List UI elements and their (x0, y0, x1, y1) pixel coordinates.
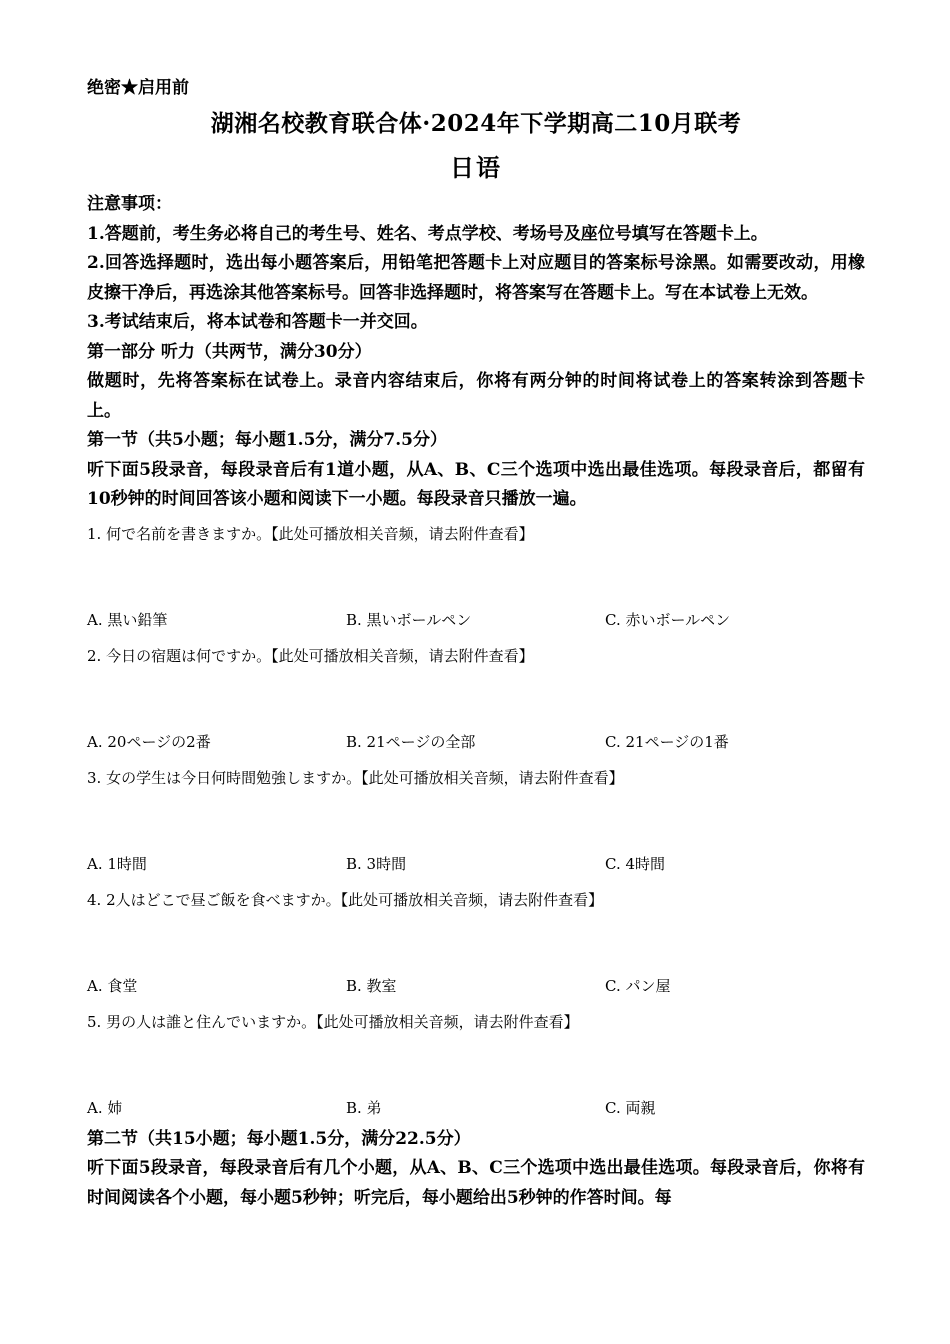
option-c: C. 両親 (605, 1098, 656, 1117)
question-3 (87, 765, 865, 877)
question-1 (87, 521, 865, 633)
notice-item-2: 2.回答选择题时，选出每小题答案后，用铅笔把答题卡上对应题目的答案标号涂黑。如需要改动，用橡皮擦干净后，再选涂其他答案标号。回答非选择题时，将答案写在答题卡上。写在本试卷上无效。 (87, 253, 865, 303)
option-b: B. 21ページの全部 (346, 732, 476, 751)
option-b: B. 3時間 (346, 854, 407, 873)
notice-item-3: 3.考试结束后，将本试卷和答题卡一并交回。 (87, 312, 428, 332)
option-a: A. 20ページの2番 (87, 732, 211, 751)
section1-heading: 第一节（共5小题；每小题1.5分，满分7.5分） (87, 430, 447, 450)
option-c: C. パン屋 (605, 976, 671, 995)
option-b: B. 弟 (346, 1098, 382, 1117)
notice-heading: 注意事项： (87, 194, 172, 214)
option-a: A. 食堂 (87, 976, 138, 995)
question-2 (87, 643, 865, 755)
question-text[interactable]: 1. 何で名前を書きますか。【此处可播放相关音频，请去附件查看】 (87, 524, 534, 543)
option-a: A. 黒い鉛筆 (87, 610, 168, 629)
option-a: A. 姉 (87, 1098, 123, 1117)
option-c: C. 21ページの1番 (605, 732, 729, 751)
part1-heading: 第一部分 听力（共两节，满分30分） (87, 341, 372, 362)
option-b: B. 教室 (346, 976, 397, 995)
question-4 (87, 887, 865, 999)
question-text[interactable]: 3. 女の学生は今日何時間勉強しますか。【此处可播放相关音频，请去附件查看】 (87, 768, 624, 787)
exam-title: 湖湘名校教育联合体·2024年下学期高二10月联考 (210, 110, 742, 137)
question-5 (87, 1009, 865, 1121)
section2-instructions: 听下面5段录音，每段录音后有几个小题，从A、B、C三个选项中选出最佳选项。每段录音后，你将有时间阅读各个小题，每小题5秒钟；听完后，每小题给出5秒钟的作答时间。每 (87, 1158, 865, 1208)
secret-mark: 绝密★启用前 (87, 78, 189, 98)
option-c: C. 赤いボールペン (605, 610, 731, 629)
exam-subject: 日语 (450, 153, 502, 182)
option-b: B. 黒いボールペン (346, 610, 472, 629)
exam-page (87, 74, 865, 1213)
option-a: A. 1時間 (87, 854, 147, 873)
question-text[interactable]: 5. 男の人は誰と住んでいますか。【此处可播放相关音频，请去附件查看】 (87, 1012, 579, 1031)
section2-heading: 第二节（共15小题；每小题1.5分，满分22.5分） (87, 1128, 471, 1149)
question-text[interactable]: 2. 今日の宿題は何ですか。【此处可播放相关音频，请去附件查看】 (87, 646, 534, 665)
option-c: C. 4時間 (605, 854, 666, 873)
question-text[interactable]: 4. 2人はどこで昼ご飯を食べますか。【此处可播放相关音频，请去附件查看】 (87, 890, 604, 909)
part1-intro: 做题时，先将答案标在试卷上。录音内容结束后，你将有两分钟的时间将试卷上的答案转涂到答题卡上。 (87, 371, 865, 421)
notice-item-1: 1.答题前，考生务必将自己的考生号、姓名、考点学校、考场号及座位号填写在答题卡上。 (87, 223, 768, 244)
section1-instructions: 听下面5段录音，每段录音后有1道小题，从A、B、C三个选项中选出最佳选项。每段录音后，都留有10秒钟的时间回答该小题和阅读下一小题。每段录音只播放一遍。 (87, 459, 865, 509)
